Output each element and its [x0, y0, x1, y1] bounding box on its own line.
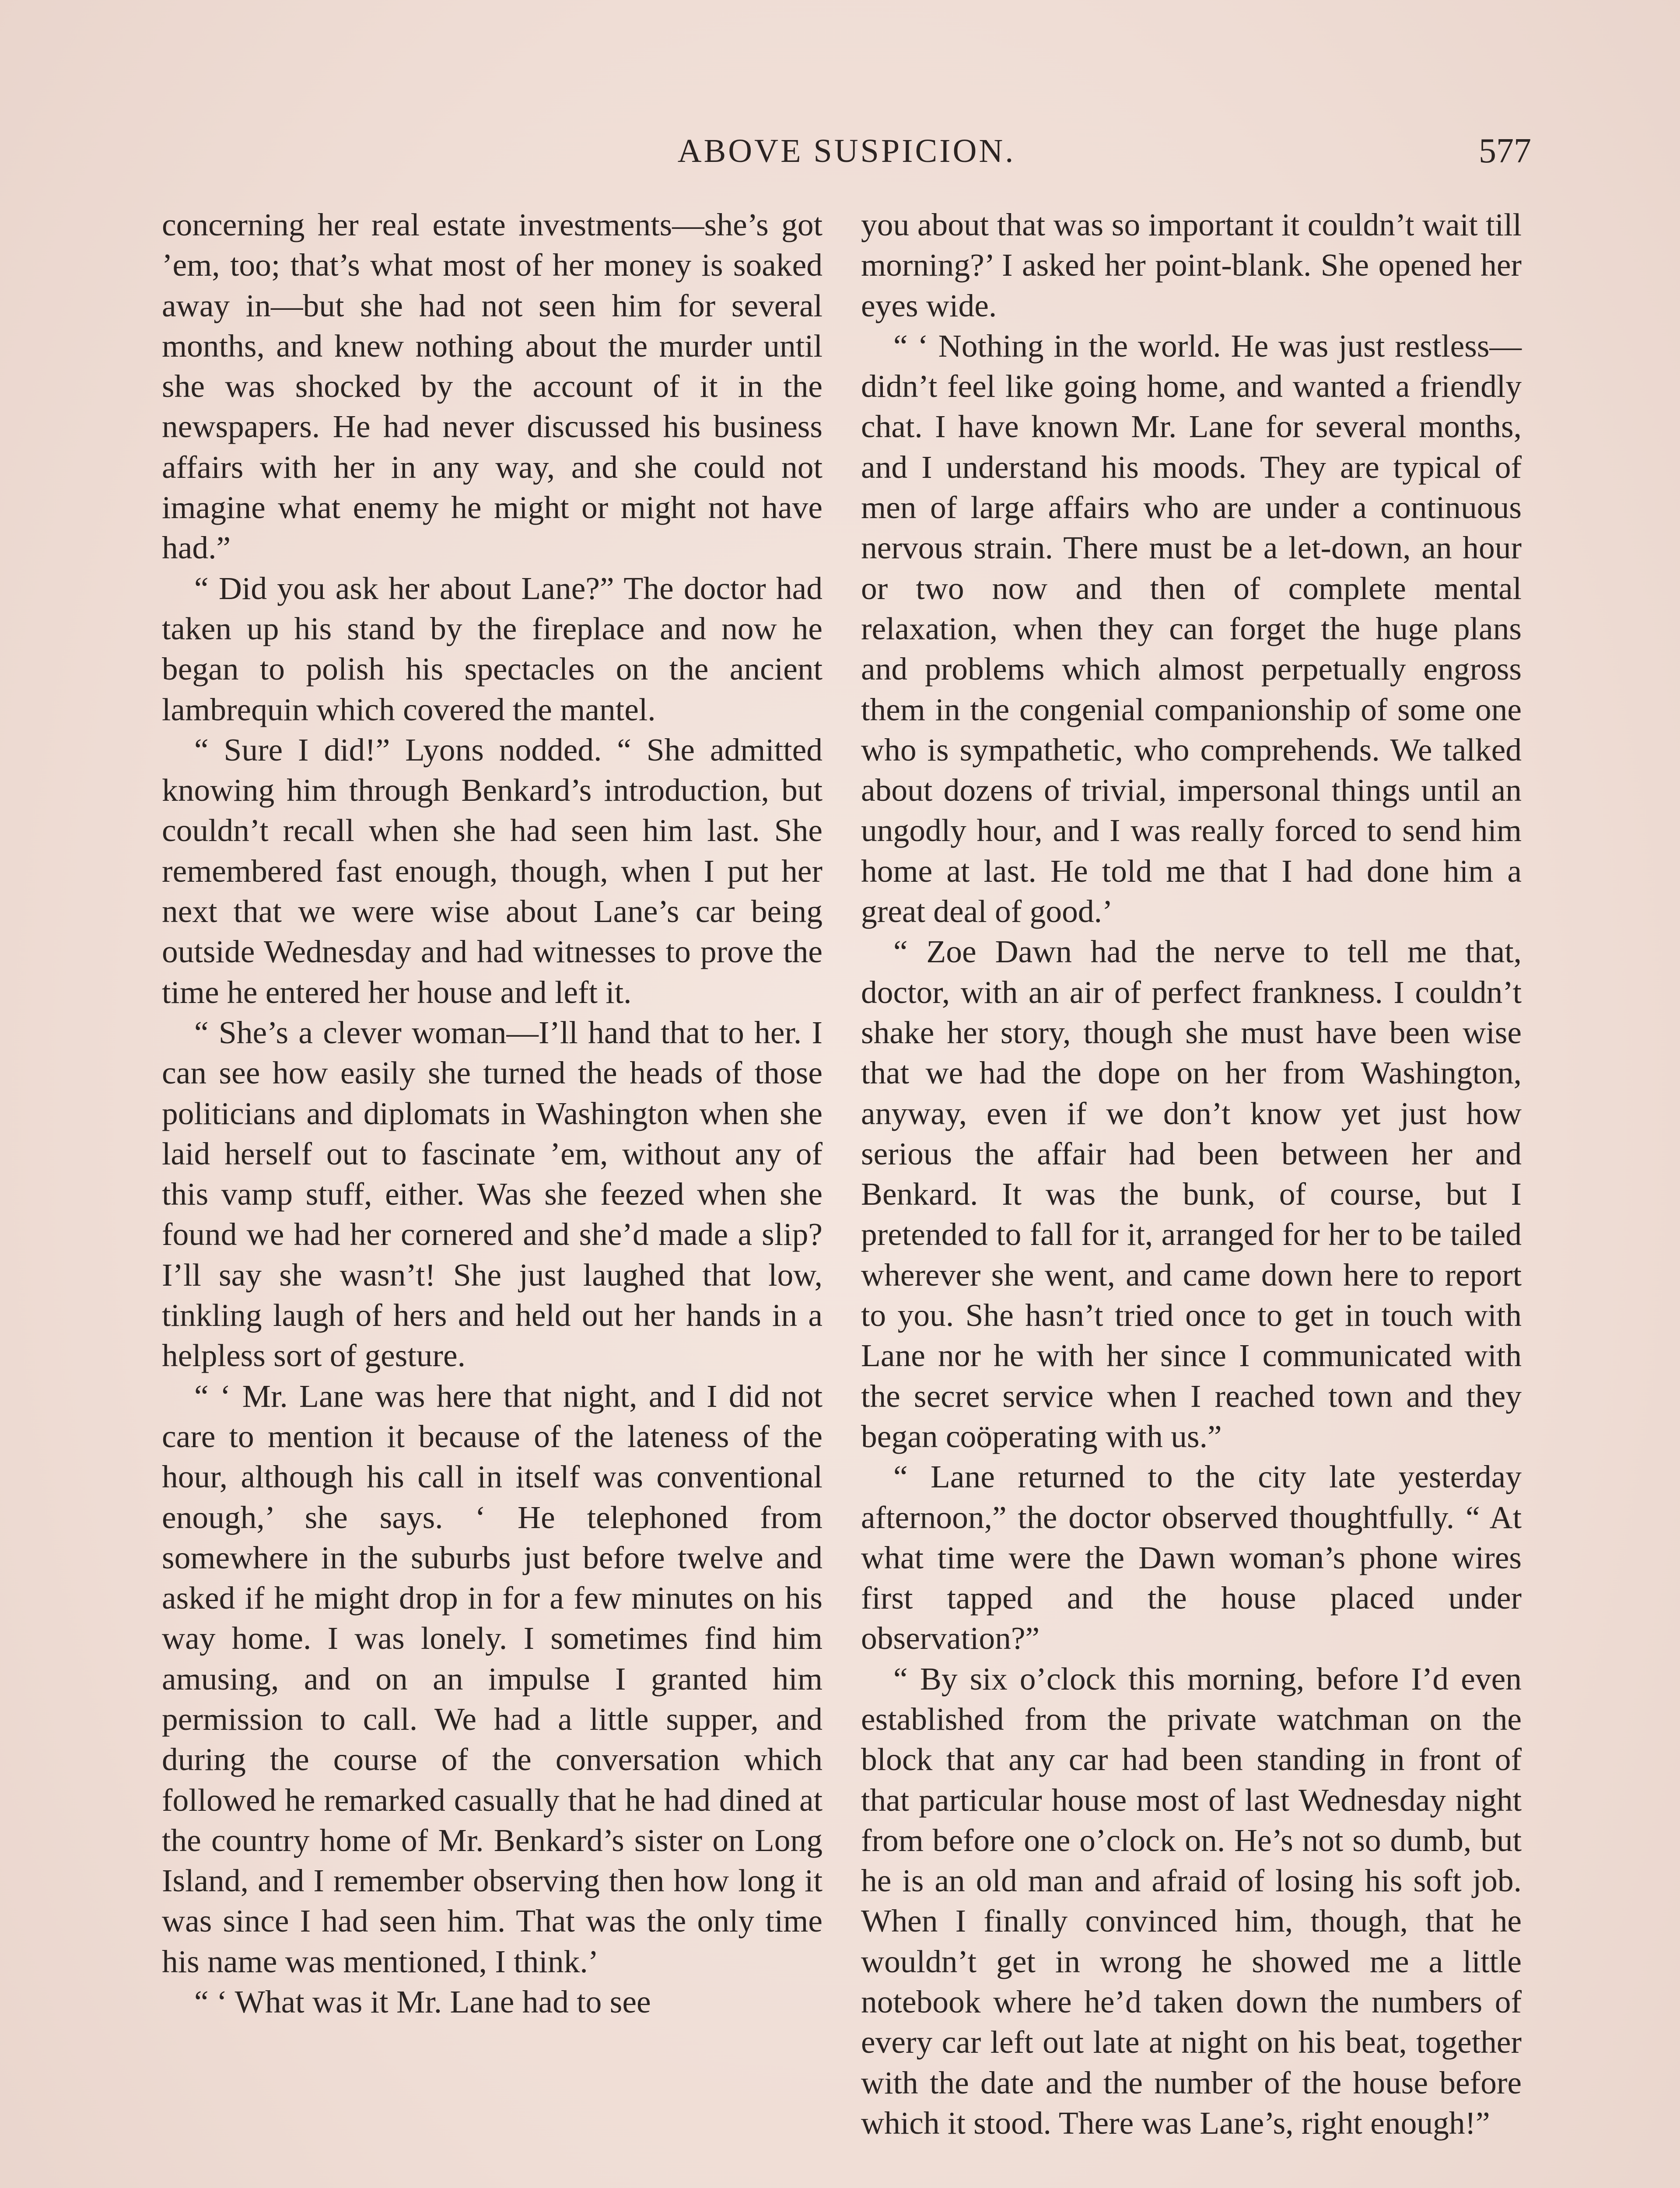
paragraph: “ Zoe Dawn had the nerve to tell me that, doctor, with an air of perfect frankness. I couldn’t shake her story, though she must have been wise that we had the dope on her from Washington, anyway, even if we don’t know yet just how serious the affair had been between her and Benkard. It was the bunk, of course, but I pretended to fall for it, arranged for her to be tailed wherever she went, and came down here to report to you. She hasn’t tried once to get in touch with Lane nor he with her since I communicated with the secret service when I reached town and they began coöperating with us.”	[861, 934, 1522, 1454]
page-number: 577	[1479, 132, 1531, 170]
running-title: ABOVE SUSPICION.	[677, 133, 1016, 169]
paragraph: “ By six o’clock this morning, before I’d even established from the private watchman on the block that any car had been standing in front of that particular house most of last Wednesday night from before one o’clock on. He’s not so dumb, but he is an old man and afraid of losing his soft job. When I finally convinced him, though, that he wouldn’t get in wrong he showed me a little notebook where he’d taken down the numbers of every car left out late at night on his beat, together with the date and the number of the house before which it stood. There was Lane’s, right enough!”	[861, 1661, 1522, 2141]
paragraph: concerning her real estate investments—she’s got ’em, too; that’s what most of her money is soaked away in—but she had not seen him for several months, and knew nothing about the murder until she was shocked by the account of it in the newspapers. He had never discussed his business affairs with her in any way, and she could not imagine what enemy he might or might not have had.”	[162, 207, 822, 566]
paragraph: “ ‘ What was it Mr. Lane had to see	[194, 1984, 651, 2020]
paragraph: “ Did you ask her about Lane?” The doctor had taken up his stand by the fireplace and now he began to polish his spectacles on the ancient lambrequin which covered the mantel.	[162, 570, 822, 727]
right-column	[861, 205, 1522, 2143]
paragraph: “ She’s a clever woman—I’ll hand that to her. I can see how easily she turned the heads of those politicians and diplomats in Washington when she laid herself out to fascinate ’em, without any of this vamp stuff, either. Was she feezed when she found we had her cornered and she’d made a slip? I’ll say she wasn’t! She just laughed that low, tinkling laugh of hers and held out her hands in a helpless sort of gesture.	[162, 1014, 822, 1374]
paragraph: “ ‘ Nothing in the world. He was just restless—didn’t feel like going home, and wanted a friendly chat. I have known Mr. Lane for several months, and I understand his moods. They are typical of men of large affairs who are under a continuous nervous strain. There must be a let-down, an hour or two now and then of complete mental relaxation, when they can forget the huge plans and problems which almost perpetually engross them in the congenial companionship of some one who is sympathetic, who comprehends. We talked about dozens of trivial, impersonal things until an ungodly hour, and I was really forced to send him home at last. He told me that I had done him a great deal of good.’	[861, 328, 1522, 929]
left-column	[162, 205, 822, 2022]
paragraph: “ ‘ Mr. Lane was here that night, and I did not care to mention it because of the lateness of the hour, although his call in itself was conventional enough,’ she says. ‘ He telephoned from somewhere in the suburbs just before twelve and asked if he might drop in for a few minutes on his way home. I was lonely. I sometimes find him amusing, and on an impulse I granted him permission to call. We had a little supper, and during the course of the conversation which followed he remarked casually that he had dined at the country home of Mr. Benkard’s sister on Long Island, and I remember observing then how long it was since I had seen him. That was the only time his name was mentioned, I think.’	[162, 1378, 822, 1979]
paragraph: “ Lane returned to the city late yesterday afternoon,” the doctor observed thoughtfully. “ At what time were the Dawn woman’s phone wires first tapped and the house placed under observation?”	[861, 1459, 1522, 1656]
paragraph: “ Sure I did!” Lyons nodded. “ She admitted knowing him through Benkard’s introduction, but couldn’t recall when she had seen him last. She remembered fast enough, though, when I put her next that we were wise about Lane’s car being outside Wednesday and had witnesses to prove the time he entered her house and left it.	[162, 732, 822, 1010]
paragraph: you about that was so important it couldn’t wait till morning?’ I asked her point-blank. She opened her eyes wide.	[861, 207, 1522, 323]
page-header	[162, 127, 1531, 175]
